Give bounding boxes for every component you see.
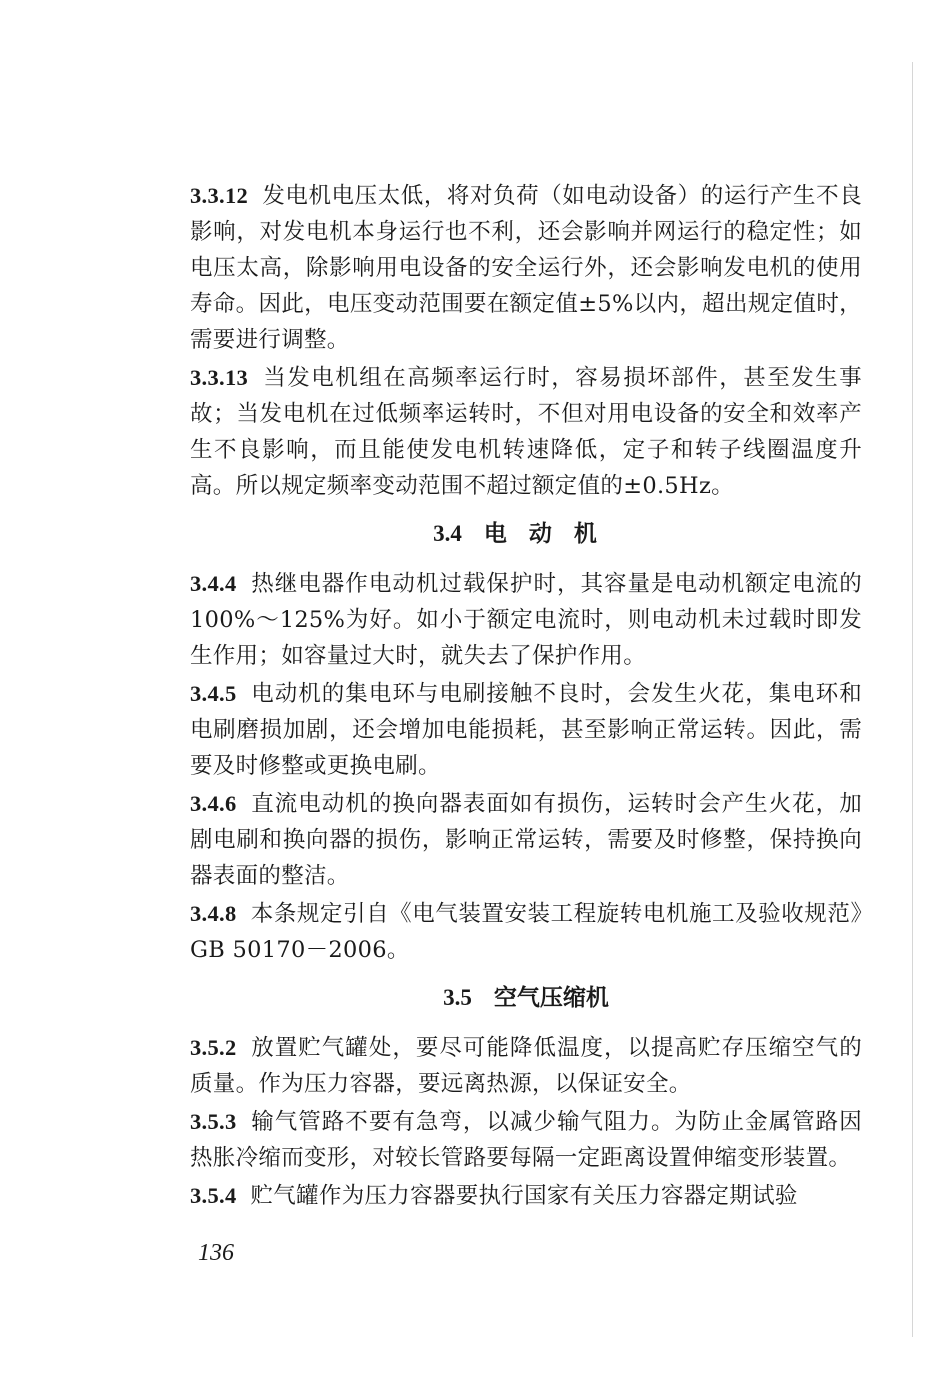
page-number: 136	[198, 1240, 234, 1266]
page-body	[190, 178, 862, 1216]
clause-3-5-3	[190, 1104, 862, 1176]
clause-number: 3.4.4	[190, 571, 237, 596]
clause-text: 本条规定引自《电气装置安装工程旋转电机施工及验收规范》GB 50170－2006。	[190, 901, 862, 963]
clause-3-4-8	[190, 896, 862, 968]
clause-text: 当发电机组在高频率运行时，容易损坏部件，甚至发生事故；当发电机在过低频率运转时，不但对用电设备的安全和效率产生不良影响，而且能使发电机转速降低，定子和转子线圈温度升高。所以规定频率变动范围不超过额定值的±0.5Hz。	[190, 365, 862, 499]
page-edge-line	[912, 62, 913, 1337]
section-heading-3-5	[190, 980, 862, 1016]
section-title: 电动机	[483, 521, 619, 547]
clause-number: 3.4.5	[190, 681, 237, 706]
clause-3-4-4	[190, 566, 862, 674]
clause-3-4-6	[190, 786, 862, 894]
clause-3-3-12	[190, 178, 862, 358]
section-number: 3.4	[433, 521, 462, 546]
clause-3-4-5	[190, 676, 862, 784]
clause-3-5-4	[190, 1178, 862, 1214]
clause-text: 电动机的集电环与电刷接触不良时，会发生火花，集电环和电刷磨损加剧，还会增加电能损耗，甚至影响正常运转。因此，需要及时修整或更换电刷。	[190, 681, 862, 779]
clause-number: 3.5.3	[190, 1109, 237, 1134]
clause-text: 贮气罐作为压力容器要执行国家有关压力容器定期试验	[250, 1183, 798, 1209]
clause-number: 3.4.6	[190, 791, 237, 816]
clause-3-3-13	[190, 360, 862, 504]
section-title: 空气压缩机	[493, 985, 609, 1011]
clause-number: 3.5.2	[190, 1035, 237, 1060]
clause-number: 3.3.12	[190, 183, 249, 208]
clause-text: 发电机电压太低，将对负荷（如电动设备）的运行产生不良影响，对发电机本身运行也不利，还会影响并网运行的稳定性；如电压太高，除影响用电设备的安全运行外，还会影响发电机的使用寿命。因此，电压变动范围要在额定值±5%以内，超出规定值时，需要进行调整。	[190, 183, 862, 353]
clause-number: 3.4.8	[190, 901, 237, 926]
clause-number: 3.3.13	[190, 365, 249, 390]
clause-text: 热继电器作电动机过载保护时，其容量是电动机额定电流的100%～125%为好。如小于额定电流时，则电动机未过载时即发生作用；如容量过大时，就失去了保护作用。	[190, 571, 862, 669]
section-heading-3-4	[190, 516, 862, 552]
clause-text: 直流电动机的换向器表面如有损伤，运转时会产生火花，加剧电刷和换向器的损伤，影响正常运转，需要及时修整，保持换向器表面的整洁。	[190, 791, 862, 889]
clause-text: 输气管路不要有急弯，以减少输气阻力。为防止金属管路因热胀冷缩而变形，对较长管路要每隔一定距离设置伸缩变形装置。	[190, 1109, 862, 1171]
section-number: 3.5	[443, 985, 472, 1010]
clause-number: 3.5.4	[190, 1183, 237, 1208]
clause-3-5-2	[190, 1030, 862, 1102]
clause-text: 放置贮气罐处，要尽可能降低温度，以提高贮存压缩空气的质量。作为压力容器，要远离热源，以保证安全。	[190, 1035, 862, 1097]
